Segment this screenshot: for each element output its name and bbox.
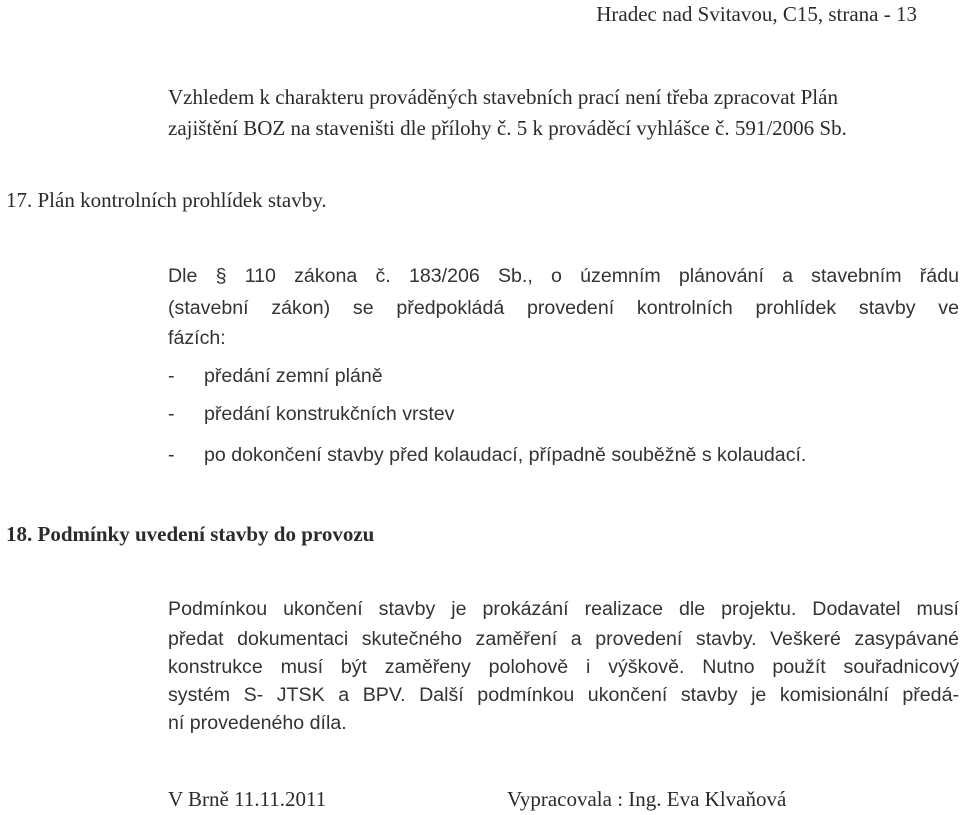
section-18-line-1: Podmínkou ukončení stavby je prokázání realizace dle projektu. Dodavatel musí: [168, 598, 959, 620]
section-18-line-2: předat dokumentaci skutečného zaměření a provedení stavby. Veškeré zasypávané: [168, 628, 959, 650]
section-17-line-1: Dle § 110 zákona č. 183/206 Sb., o územním plánování a stavebním řádu: [168, 265, 959, 287]
bullet-dash: -: [168, 444, 175, 466]
list-item-text: předání zemní pláně: [204, 365, 383, 387]
bullet-dash: -: [168, 365, 175, 387]
section-18-line-3: konstrukce musí být zaměřeny polohově i výškově. Nutno použít souřadnicový: [168, 656, 959, 678]
section-18-line-4: systém S- JTSK a BPV. Další podmínkou ukončení stavby je komisionální předá-: [168, 684, 959, 706]
list-item: [168, 403, 454, 426]
list-item: [168, 365, 383, 388]
intro-line-2: zajištění BOZ na staveništi dle přílohy č. 5 k prováděcí vyhlášce č. 591/2006 Sb.: [168, 116, 847, 140]
footer-author: Vypracovala : Ing. Eva Klvaňová: [507, 787, 787, 811]
section-18-heading: 18. Podmínky uvedení stavby do provozu: [6, 522, 375, 546]
bullet-dash: -: [168, 403, 175, 425]
section-18-line-5: ní provedeného díla.: [168, 712, 347, 734]
intro-line-1: Vzhledem k charakteru prováděných stavebních prací není třeba zpracovat Plán: [168, 85, 838, 109]
list-item-text: předání konstrukčních vrstev: [204, 403, 455, 425]
section-17-line-3: fázích:: [168, 327, 226, 349]
list-item-text: po dokončení stavby před kolaudací, případně souběžně s kolaudací.: [204, 444, 807, 466]
list-item: [168, 444, 806, 467]
section-17-heading: 17. Plán kontrolních prohlídek stavby.: [6, 188, 327, 212]
section-17-line-2: (stavební zákon) se předpokládá provedení kontrolních prohlídek stavby ve: [168, 297, 959, 319]
footer-place-date: V Brně 11.11.2011: [168, 787, 327, 811]
page-header: Hradec nad Svitavou, C15, strana - 13: [596, 2, 917, 26]
